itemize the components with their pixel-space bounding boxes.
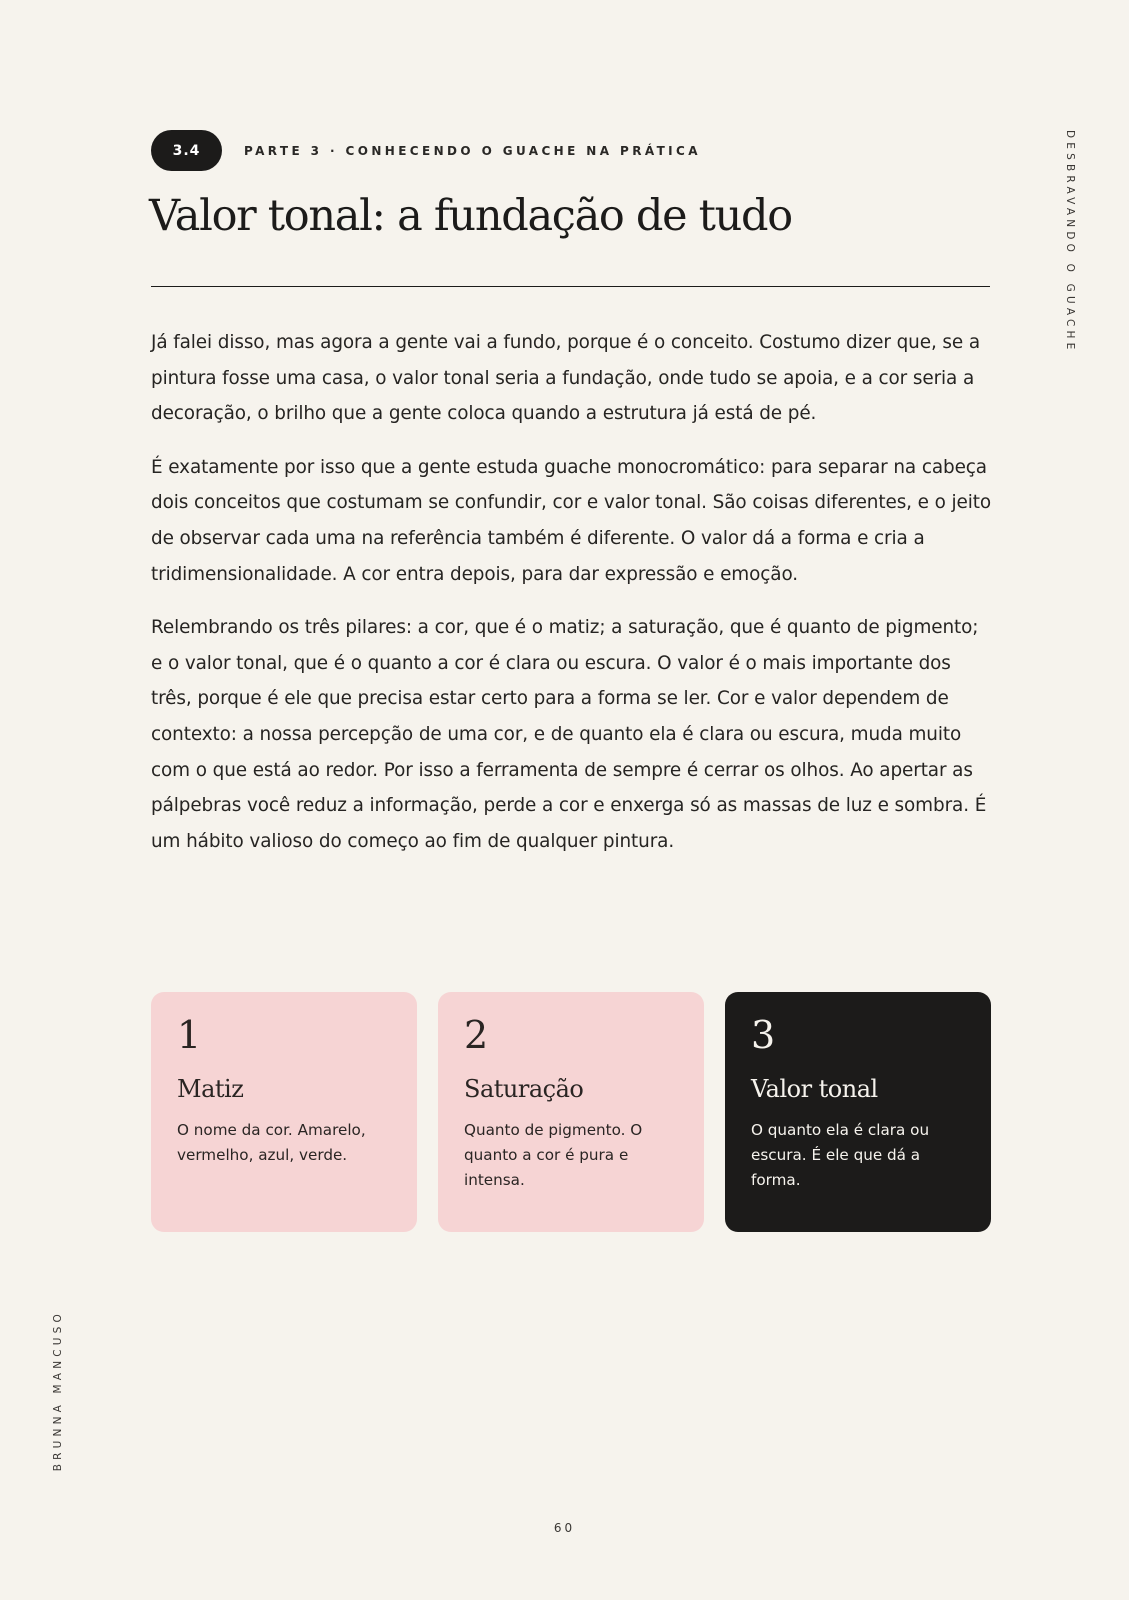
author-name-side: BRUNNA MANCUSO xyxy=(52,1310,64,1472)
book-title-side: DESBRAVANDO O GUACHE xyxy=(1064,130,1076,354)
card-matiz xyxy=(151,992,417,1232)
card-description: O quanto ela é clara ou escura. É ele que dá a forma. xyxy=(751,1121,930,1189)
card-saturacao xyxy=(438,992,704,1232)
card-valor-tonal xyxy=(725,992,991,1232)
body-text xyxy=(151,325,993,877)
paragraph: É exatamente por isso que a gente estuda guache monocromático: para separar na cabeça dois conceitos que costumam se confundir, cor e valor tonal. São coisas diferentes, e o jeito de observar cada uma na referência também é diferente. O valor dá a forma e cria a tridimensionalidade. A cor entra depois, para dar expressão e emoção. xyxy=(151,456,992,585)
paragraph: Já falei disso, mas agora a gente vai a fundo, porque é o conceito. Costumo dizer que, se a pintura fosse uma casa, o valor tonal seria a fundação, onde tudo se apoia, e a cor seria a decoração, o brilho que a gente coloca quando a estrutura já está de pé. xyxy=(151,332,981,425)
card-number: 2 xyxy=(464,1013,489,1057)
card-title: Matiz xyxy=(177,1075,244,1103)
card-description: Quanto de pigmento. O quanto a cor é pura e intensa. xyxy=(464,1121,643,1189)
card-number: 3 xyxy=(751,1013,776,1057)
title-divider xyxy=(151,286,990,287)
card-description: O nome da cor. Amarelo, vermelho, azul, verde. xyxy=(177,1121,366,1164)
card-title: Valor tonal xyxy=(751,1075,878,1103)
section-header xyxy=(151,130,701,171)
card-number: 1 xyxy=(177,1013,202,1057)
page-number: 60 xyxy=(553,1521,576,1535)
pillar-cards xyxy=(151,992,991,1232)
paragraph: Relembrando os três pilares: a cor, que é o matiz; a saturação, que é quanto de pigmento; e o valor tonal, que é o quanto a cor é clara ou escura. O valor é o mais importante dos três, porque é ele que precisa estar certo para a forma se ler. Cor e valor dependem de contexto: a nossa percepção de uma cor, e de quanto ela é clara ou escura, muda muito com o que está ao redor. Por isso a ferramenta de sempre é cerrar os olhos. Ao apertar as pálpebras você reduz a informação, perde a cor e enxerga só as massas de luz e sombra. É um hábito valioso do começo ao fim de qualquer pintura. xyxy=(151,617,987,852)
page-title: Valor tonal: a fundação de tudo xyxy=(149,191,792,241)
section-number-badge: 3.4 xyxy=(151,130,222,171)
card-title: Saturação xyxy=(464,1075,584,1103)
section-kicker: PARTE 3 · CONHECENDO O GUACHE NA PRÁTICA xyxy=(244,143,701,158)
